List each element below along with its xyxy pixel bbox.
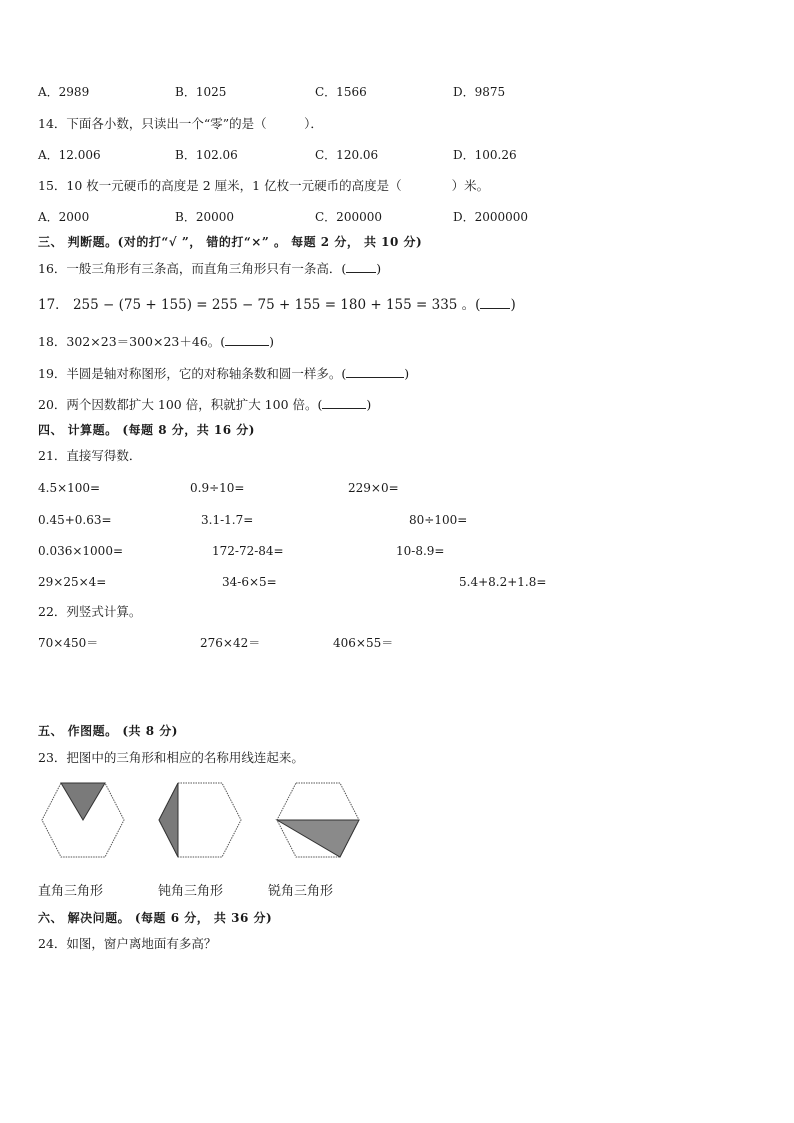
q15-option-a: A．2000 bbox=[38, 210, 90, 224]
question-16 bbox=[38, 260, 381, 277]
calc-item: 0.45+0.63= bbox=[38, 513, 112, 527]
question-21: 21．直接写得数． bbox=[38, 448, 142, 463]
q13-option-d: D．9875 bbox=[453, 85, 506, 99]
q14-option-c: C．120.06 bbox=[315, 148, 379, 162]
question-20-text: 20．两个因数都扩大 100 倍，积就扩大 100 倍。( bbox=[38, 397, 323, 412]
question-18-text: 18．302×23＝300×23＋46。( bbox=[38, 334, 226, 349]
triangle-name-acute: 锐角三角形 bbox=[268, 884, 334, 899]
section-5-heading: 五、 作图题。 (共 8 分) bbox=[38, 724, 178, 738]
q15-option-b: B．20000 bbox=[175, 210, 234, 224]
question-19-text: 19．半圆是轴对称图形，它的对称轴条数和圆一样多。( bbox=[38, 366, 347, 381]
vertical-calc-item: 276×42＝ bbox=[200, 636, 261, 650]
answer-blank[interactable] bbox=[346, 365, 404, 378]
calc-item: 0.036×1000= bbox=[38, 544, 124, 558]
question-19 bbox=[38, 365, 409, 382]
section-3-heading: 三、 判断题。(对的打“√ ”， 错的打“×” 。 每题 2 分， 共 10 分) bbox=[38, 235, 423, 249]
shaded-triangle bbox=[277, 820, 359, 857]
close-paren: ) bbox=[269, 334, 275, 349]
shaded-triangle bbox=[61, 783, 105, 820]
shaded-triangle bbox=[159, 783, 178, 857]
answer-blank[interactable] bbox=[480, 296, 510, 309]
vertical-calc-item: 406×55＝ bbox=[333, 636, 394, 650]
question-17 bbox=[38, 296, 516, 313]
answer-blank[interactable] bbox=[346, 260, 376, 273]
triangle-name-obtuse: 钝角三角形 bbox=[158, 884, 224, 899]
q14-option-a: A．12.006 bbox=[38, 148, 101, 162]
section-4-heading: 四、 计算题。 (每题 8 分，共 16 分) bbox=[38, 423, 255, 437]
hexagon-figure-1 bbox=[38, 780, 128, 860]
vertical-calc-item: 70×450＝ bbox=[38, 636, 99, 650]
answer-blank[interactable] bbox=[225, 333, 269, 346]
calc-item: 80÷100= bbox=[409, 513, 468, 527]
calc-item: 229×0= bbox=[348, 481, 399, 495]
close-paren: ) bbox=[366, 397, 372, 412]
calc-item: 34-6×5= bbox=[222, 575, 277, 589]
question-17-text: 17． 255 − (75 + 155) = 255 − 75 + 155 = 180 + 155 = 335 。( bbox=[38, 297, 481, 313]
q14-option-b: B．102.06 bbox=[175, 148, 238, 162]
triangle-name-right: 直角三角形 bbox=[38, 884, 104, 899]
calc-item: 172-72-84= bbox=[212, 544, 284, 558]
q13-option-c: C．1566 bbox=[315, 85, 367, 99]
q13-option-a: A．2989 bbox=[38, 85, 90, 99]
question-24: 24．如图，窗户离地面有多高？ bbox=[38, 936, 217, 951]
calc-item: 5.4+8.2+1.8= bbox=[459, 575, 547, 589]
calc-item: 4.5×100= bbox=[38, 481, 101, 495]
section-6-heading: 六、 解决问题。 (每题 6 分， 共 36 分) bbox=[38, 911, 273, 925]
question-18 bbox=[38, 333, 274, 350]
question-20 bbox=[38, 396, 371, 413]
question-23: 23．把图中的三角形和相应的名称用线连起来。 bbox=[38, 750, 304, 765]
calc-item: 3.1-1.7= bbox=[201, 513, 254, 527]
question-15: 15．10 枚一元硬币的高度是 2 厘米，1 亿枚一元硬币的高度是（ ）米。 bbox=[38, 178, 490, 193]
close-paren: ) bbox=[376, 261, 382, 276]
close-paren: ) bbox=[404, 366, 410, 381]
q13-option-b: B．1025 bbox=[175, 85, 227, 99]
calc-item: 10-8.9= bbox=[396, 544, 445, 558]
q15-option-d: D．2000000 bbox=[453, 210, 529, 224]
close-paren: ) bbox=[510, 297, 516, 313]
q14-option-d: D．100.26 bbox=[453, 148, 517, 162]
q15-option-c: C．200000 bbox=[315, 210, 382, 224]
answer-blank[interactable] bbox=[322, 396, 366, 409]
question-16-text: 16．一般三角形有三条高，而直角三角形只有一条高．( bbox=[38, 261, 347, 276]
question-22: 22．列竖式计算。 bbox=[38, 604, 142, 619]
calc-item: 0.9÷10= bbox=[190, 481, 245, 495]
question-14: 14．下面各小数，只读出一个“零”的是（ ）． bbox=[38, 116, 323, 131]
calc-item: 29×25×4= bbox=[38, 575, 107, 589]
hexagon-figure-2 bbox=[155, 780, 245, 860]
hexagon-figure-3 bbox=[273, 780, 363, 860]
